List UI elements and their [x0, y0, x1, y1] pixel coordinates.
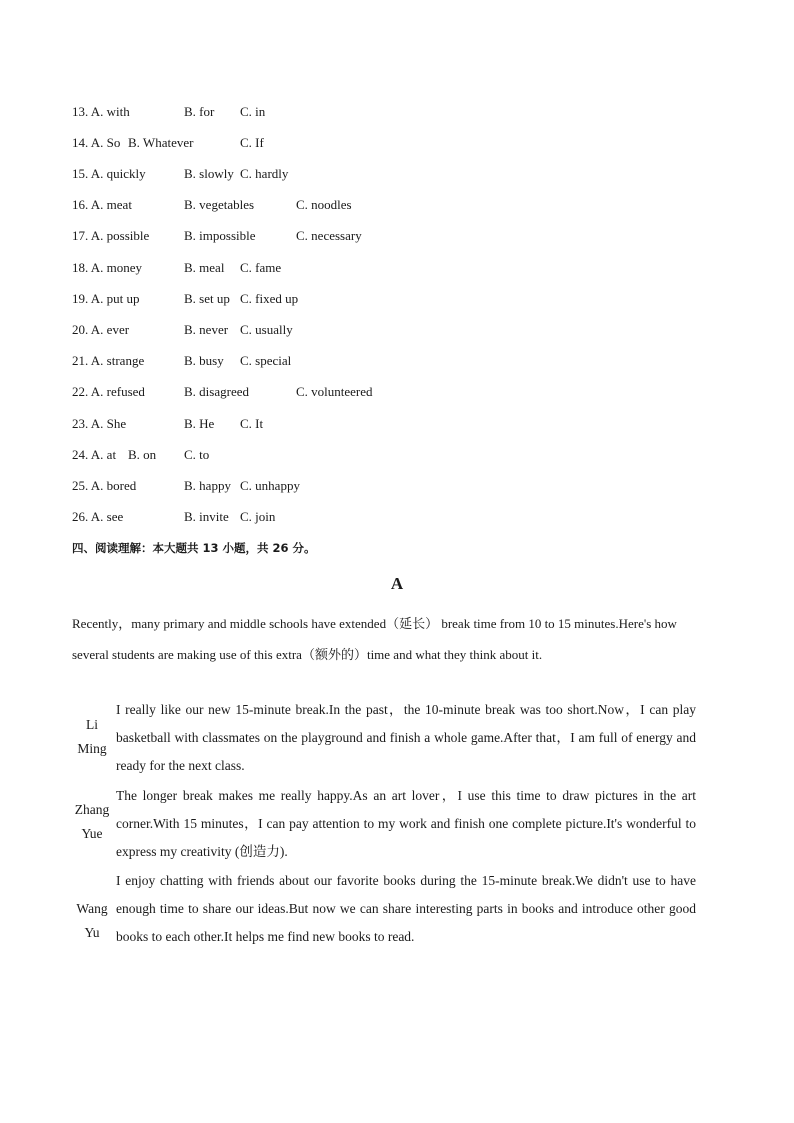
- question-20-option-b: B. never: [184, 322, 229, 337]
- question-13-option-c: C. in: [240, 104, 266, 119]
- question-23-option-b: B. He: [184, 416, 215, 431]
- question-22-option-a: 22. A. refused: [72, 384, 145, 399]
- student-comment-wang-yu: I enjoy chatting with friends about our favorite books during the 15-minute break.We didn't use to have enough time to share our ideas.But now we can share interesting parts in books and introduce other good books to each other.It helps me find new books to read.: [116, 873, 696, 944]
- student-comment-li-ming: I really like our new 15-minute break.In the past，the 10-minute break was too short.Now，I can play basketball with classmates on the playground and finish a whole game.After that，I am full of energy and ready for the next class.: [116, 702, 696, 773]
- question-20-option-a: 20. A. ever: [72, 322, 130, 337]
- question-25-option-c: C. unhappy: [240, 478, 300, 493]
- question-21-option-b: B. busy: [184, 353, 224, 368]
- question-26-option-c: C. join: [240, 509, 276, 524]
- question-22-option-c: C. volunteered: [296, 384, 373, 399]
- question-26-option-b: B. invite: [184, 509, 229, 524]
- question-17-option-b: B. impossible: [184, 228, 256, 243]
- student-name-li-ming: Li Ming: [77, 717, 107, 756]
- question-16-option-a: 16. A. meat: [72, 197, 132, 212]
- question-17-option-c: C. necessary: [296, 228, 362, 243]
- student-comment-zhang-yue: The longer break makes me really happy.As an art lover，I use this time to draw pictures in the art corner.With 15 minutes，I can pay attention to my work and finish one complete picture.It's wonderful to express my creativity (创造力).: [116, 788, 696, 859]
- question-15-option-b: B. slowly: [184, 166, 234, 181]
- question-16-option-c: C. noodles: [296, 197, 352, 212]
- question-25-option-a: 25. A. bored: [72, 478, 137, 493]
- question-21-option-c: C. special: [240, 353, 292, 368]
- question-18-option-a: 18. A. money: [72, 260, 143, 275]
- passage-title: A: [390, 574, 404, 593]
- question-14-option-a: 14. A. So: [72, 135, 121, 150]
- question-21-option-a: 21. A. strange: [72, 353, 145, 368]
- question-23-option-c: C. It: [240, 416, 264, 431]
- question-26-option-a: 26. A. see: [72, 509, 124, 524]
- question-15-option-c: C. hardly: [240, 166, 289, 181]
- question-18-option-c: C. fame: [240, 260, 282, 275]
- question-23-option-a: 23. A. She: [72, 416, 127, 431]
- question-14-option-c: C. If: [240, 135, 264, 150]
- question-25-option-b: B. happy: [184, 478, 231, 493]
- student-name-wang-yu: Wang Yu: [76, 901, 108, 940]
- question-13-option-b: B. for: [184, 104, 215, 119]
- student-name-zhang-yue: Zhang Yue: [74, 802, 110, 841]
- question-15-option-a: 15. A. quickly: [72, 166, 146, 181]
- question-20-option-c: C. usually: [240, 322, 293, 337]
- question-19-option-a: 19. A. put up: [72, 291, 140, 306]
- passage-intro: Recently，many primary and middle schools have extended（延长） break time from 10 to 15 minutes.Here's how several students are making use of this extra（额外的）time and what they think about it.: [72, 616, 677, 662]
- question-18-option-b: B. meal: [184, 260, 225, 275]
- question-16-option-b: B. vegetables: [184, 197, 255, 212]
- question-24-option-b: B. on: [128, 447, 157, 462]
- question-17-option-a: 17. A. possible: [72, 228, 150, 243]
- question-19-option-b: B. set up: [184, 291, 230, 306]
- question-24-option-a: 24. A. at: [72, 447, 117, 462]
- question-19-option-c: C. fixed up: [240, 291, 299, 306]
- section-heading: 四、阅读理解：本大题共 13 小题，共 26 分。: [72, 541, 316, 555]
- question-14-option-b: B. Whatever: [128, 135, 194, 150]
- question-22-option-b: B. disagreed: [184, 384, 249, 399]
- question-24-option-c: C. to: [184, 447, 210, 462]
- question-13-option-a: 13. A. with: [72, 104, 130, 119]
